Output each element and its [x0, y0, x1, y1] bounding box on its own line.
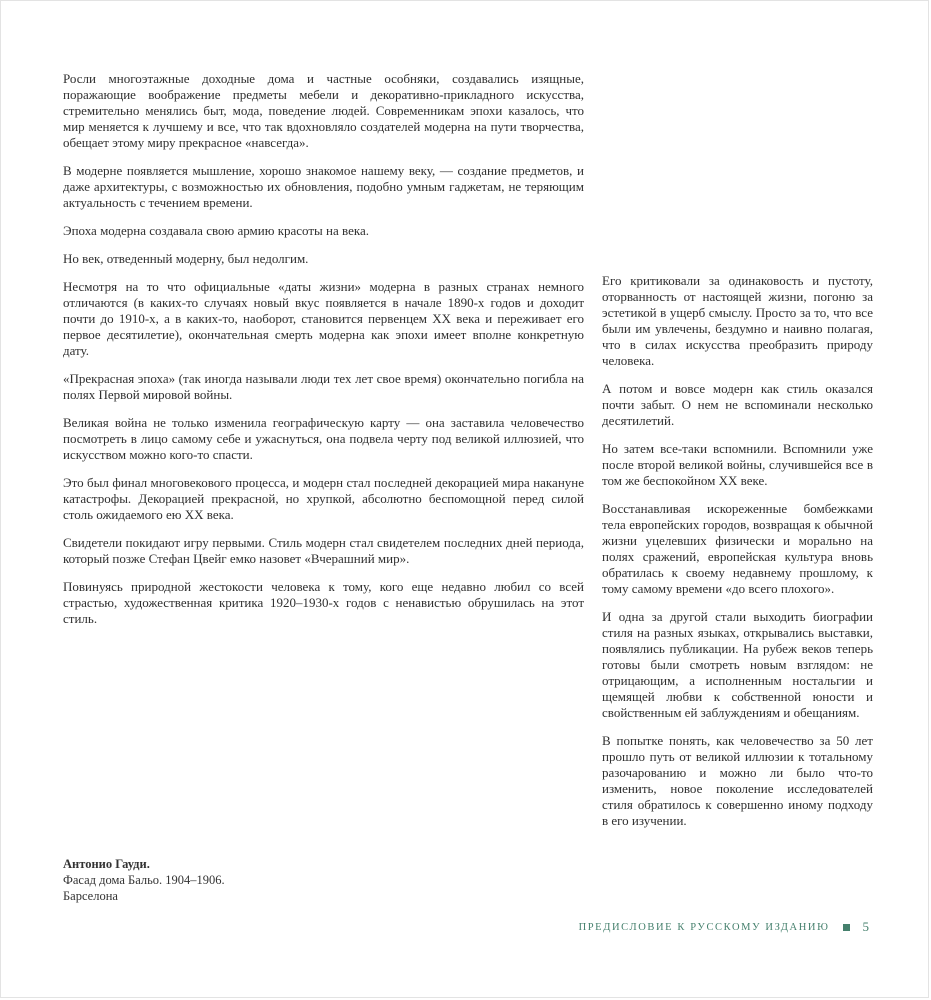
left-text-column — [63, 71, 584, 639]
paragraph: Восстанавливая искореженные бомбежками тела европейских городов, возвращая к обычной жизни уцелевших физически и морально на полях сражений, европейская культура вновь обратилась к своему недавнему прошлому, к тому самому времени «до всего плохого». — [602, 501, 873, 596]
caption-location: Барселона — [63, 889, 118, 903]
paragraph: Это был финал многовекового процесса, и модерн стал последней декорацией мира накануне катастрофы. Декорацией прекрасной, но хрупкой, абсолютно беспомощной перед силой столь ожидаемого ею XX века. — [63, 475, 584, 522]
paragraph: Его критиковали за одинаковость и пустоту, оторванность от настоящей жизни, погоню за эстетикой в ущерб смыслу. Просто за то, что все были им увлечены, бездумно и наивно полагая, что в силах искусства преобразить природу человека. — [602, 273, 873, 368]
paragraph: В модерне появляется мышление, хорошо знакомое нашему веку, — создание предметов, и даже архитектуры, с возможностью их обновления, подобно умным гаджетам, не теряющим актуальность с течением времени. — [63, 163, 584, 210]
running-head: ПРЕДИСЛОВИЕ К РУССКОМУ ИЗДАНИЮ — [578, 921, 830, 933]
paragraph: Эпоха модерна создавала свою армию красоты на века. — [63, 223, 369, 238]
paragraph: «Прекрасная эпоха» (так иногда называли люди тех лет свое время) окончательно погибла на полях Первой мировой войны. — [63, 371, 584, 402]
paragraph: Росли многоэтажные доходные дома и частные особняки, создавались изящные, поражающие воображение предметы мебели и декоративно-прикладного искусства, стремительно менялись быт, мода, поведение людей. Современникам эпохи казалось, что мир меняется к лучшему и все, что так вдохновляло создателей модерна на пути творчества, обещает этому миру прекрасное «навсегда». — [63, 71, 584, 150]
image-caption — [63, 856, 363, 904]
footer-square-icon — [843, 924, 850, 931]
paragraph: Великая война не только изменила географическую карту — она заставила человечество посмотреть в лицо самому себе и ужаснуться, она подвела черту под великой иллюзией, что искусством можно кого-то спасти. — [63, 415, 584, 462]
paragraph: В попытке понять, как человечество за 50 лет прошло путь от великой иллюзии к тотальному разочарованию и можно ли было что-то изменить, новое поколение исследователей стиля обратилось к совершенно иному подходу в его изучении. — [602, 733, 873, 828]
page-footer — [579, 919, 869, 935]
paragraph: Повинуясь природной жестокости человека к тому, кого еще недавно любил со всей страстью, художественная критика 1920–1930-х годов с ненавистью обрушилась на этот стиль. — [63, 579, 584, 626]
paragraph: Несмотря на то что официальные «даты жизни» модерна в разных странах немного отличаются (в каких-то случаях новый вкус появляется в начале 1890-х годов и доходит почти до 1910-х, а в каких-то, наоборот, становится первенцем XX века и переживает его первое десятилетие), окончательная смерть модерна как эпохи имеет вполне конкретную дату. — [63, 279, 584, 358]
caption-work: Фасад дома Бальо. 1904–1906. — [63, 873, 225, 887]
paragraph: И одна за другой стали выходить биографии стиля на разных языках, открывались выставки, появлялись публикации. На рубеж веков теперь готовы были смотреть новым взглядом: не отрицающим, а исполненным ностальгии и щемящей любви к собственной юности и свойственным ей заблуждениям и обещаниям. — [602, 609, 873, 720]
caption-artist: Антонио Гауди. — [63, 857, 150, 871]
page-number: 5 — [862, 919, 869, 934]
paragraph: Но век, отведенный модерну, был недолгим. — [63, 251, 309, 266]
paragraph: Свидетели покидают игру первыми. Стиль модерн стал свидетелем последних дней периода, который позже Стефан Цвейг емко назовет «Вчерашний мир». — [63, 535, 584, 566]
paragraph: А потом и вовсе модерн как стиль оказался почти забыт. О нем не вспоминали несколько десятилетий. — [602, 381, 873, 428]
right-text-column — [602, 273, 873, 841]
paragraph: Но затем все-таки вспомнили. Вспомнили уже после второй великой войны, случившейся все в том же беспокойном XX веке. — [602, 441, 873, 488]
